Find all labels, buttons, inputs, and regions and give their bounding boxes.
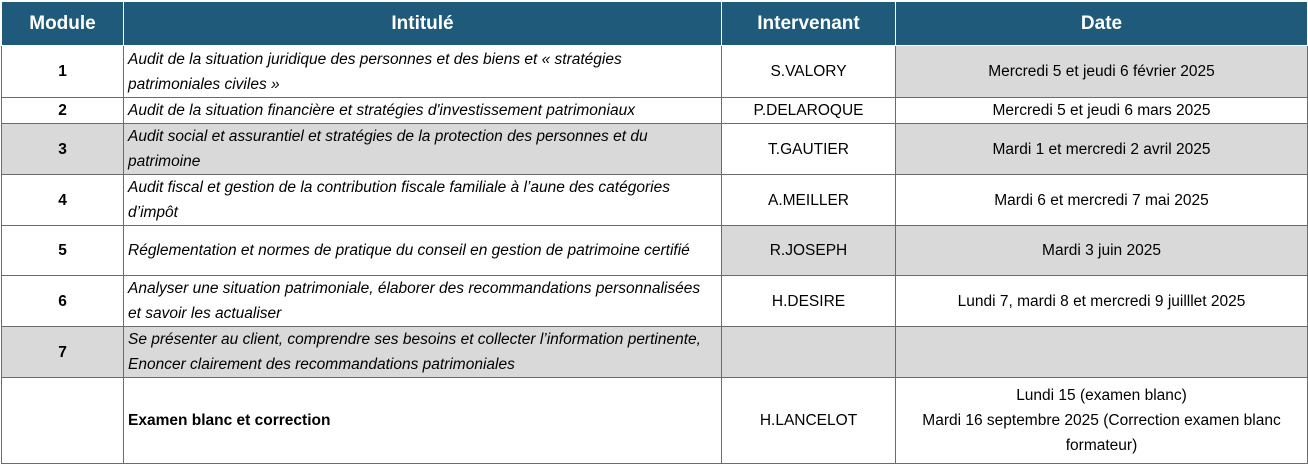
header-row [2, 2, 1308, 46]
module-speaker: R.JOSEPH [722, 226, 896, 276]
date-line: Mercredi 5 et jeudi 6 mars 2025 [992, 102, 1211, 119]
module-date [896, 226, 1308, 276]
table-row [2, 175, 1308, 226]
module-number [2, 378, 124, 464]
module-title: Analyser une situation patrimoniale, élaborer des recommandations personnalisées et savoir les actualiser [124, 276, 722, 327]
module-number: 1 [2, 46, 124, 98]
module-title: Examen blanc et correction [124, 378, 722, 464]
date-line: Mardi 6 et mercredi 7 mai 2025 [994, 191, 1209, 209]
module-date [896, 124, 1308, 175]
module-date [896, 175, 1308, 226]
header-intervenant: Intervenant [722, 2, 896, 46]
module-speaker: H.DESIRE [722, 276, 896, 327]
schedule-table [1, 1, 1308, 464]
date-line: Mercredi 5 et jeudi 6 février 2025 [988, 63, 1215, 80]
header-module: Module [2, 2, 124, 46]
table-row [2, 276, 1308, 327]
module-title: Audit de la situation financière et stratégies d'investissement patrimoniaux [124, 98, 722, 124]
module-title: Audit de la situation juridique des personnes et des biens et « stratégies patrimoniales civiles » [124, 46, 722, 98]
date-line: Lundi 7, mardi 8 et mercredi 9 juilllet 2025 [957, 292, 1246, 310]
table-row [2, 378, 1308, 464]
module-speaker: S.VALORY [722, 46, 896, 98]
module-speaker: H.LANCELOT [722, 378, 896, 464]
module-number: 6 [2, 276, 124, 327]
module-date [896, 98, 1308, 124]
module-title: Réglementation et normes de pratique du conseil en gestion de patrimoine certifié [124, 226, 722, 276]
module-speaker: T.GAUTIER [722, 124, 896, 175]
module-number: 5 [2, 226, 124, 276]
module-speaker [722, 327, 896, 378]
table-row [2, 226, 1308, 276]
module-speaker: A.MEILLER [722, 175, 896, 226]
table-row [2, 327, 1308, 378]
module-number: 2 [2, 98, 124, 124]
module-title: Audit social et assurantiel et stratégies de la protection des personnes et du patrimoine [124, 124, 722, 175]
header-date: Date [896, 2, 1308, 46]
module-date [896, 276, 1308, 327]
date-line: Mardi 3 juin 2025 [1042, 242, 1161, 259]
header-intitule: Intitulé [124, 2, 722, 46]
module-speaker: P.DELAROQUE [722, 98, 896, 124]
date-line: Lundi 15 (examen blanc) [1016, 387, 1187, 404]
module-title: Se présenter au client, comprendre ses besoins et collecter l’information pertinente, Enoncer clairement des recommandations patrimoniales [124, 327, 722, 378]
module-date [896, 46, 1308, 98]
table-row [2, 124, 1308, 175]
date-line: Mardi 1 et mercredi 2 avril 2025 [992, 140, 1211, 158]
module-number: 7 [2, 327, 124, 378]
module-date [896, 378, 1308, 464]
table-row [2, 98, 1308, 124]
module-number: 3 [2, 124, 124, 175]
module-date [896, 327, 1308, 378]
table-row [2, 46, 1308, 98]
module-number: 4 [2, 175, 124, 226]
date-line: Mardi 16 septembre 2025 (Correction examen blanc formateur) [922, 412, 1281, 454]
module-title: Audit fiscal et gestion de la contribution fiscale familiale à l’aune des catégories d’impôt [124, 175, 722, 226]
